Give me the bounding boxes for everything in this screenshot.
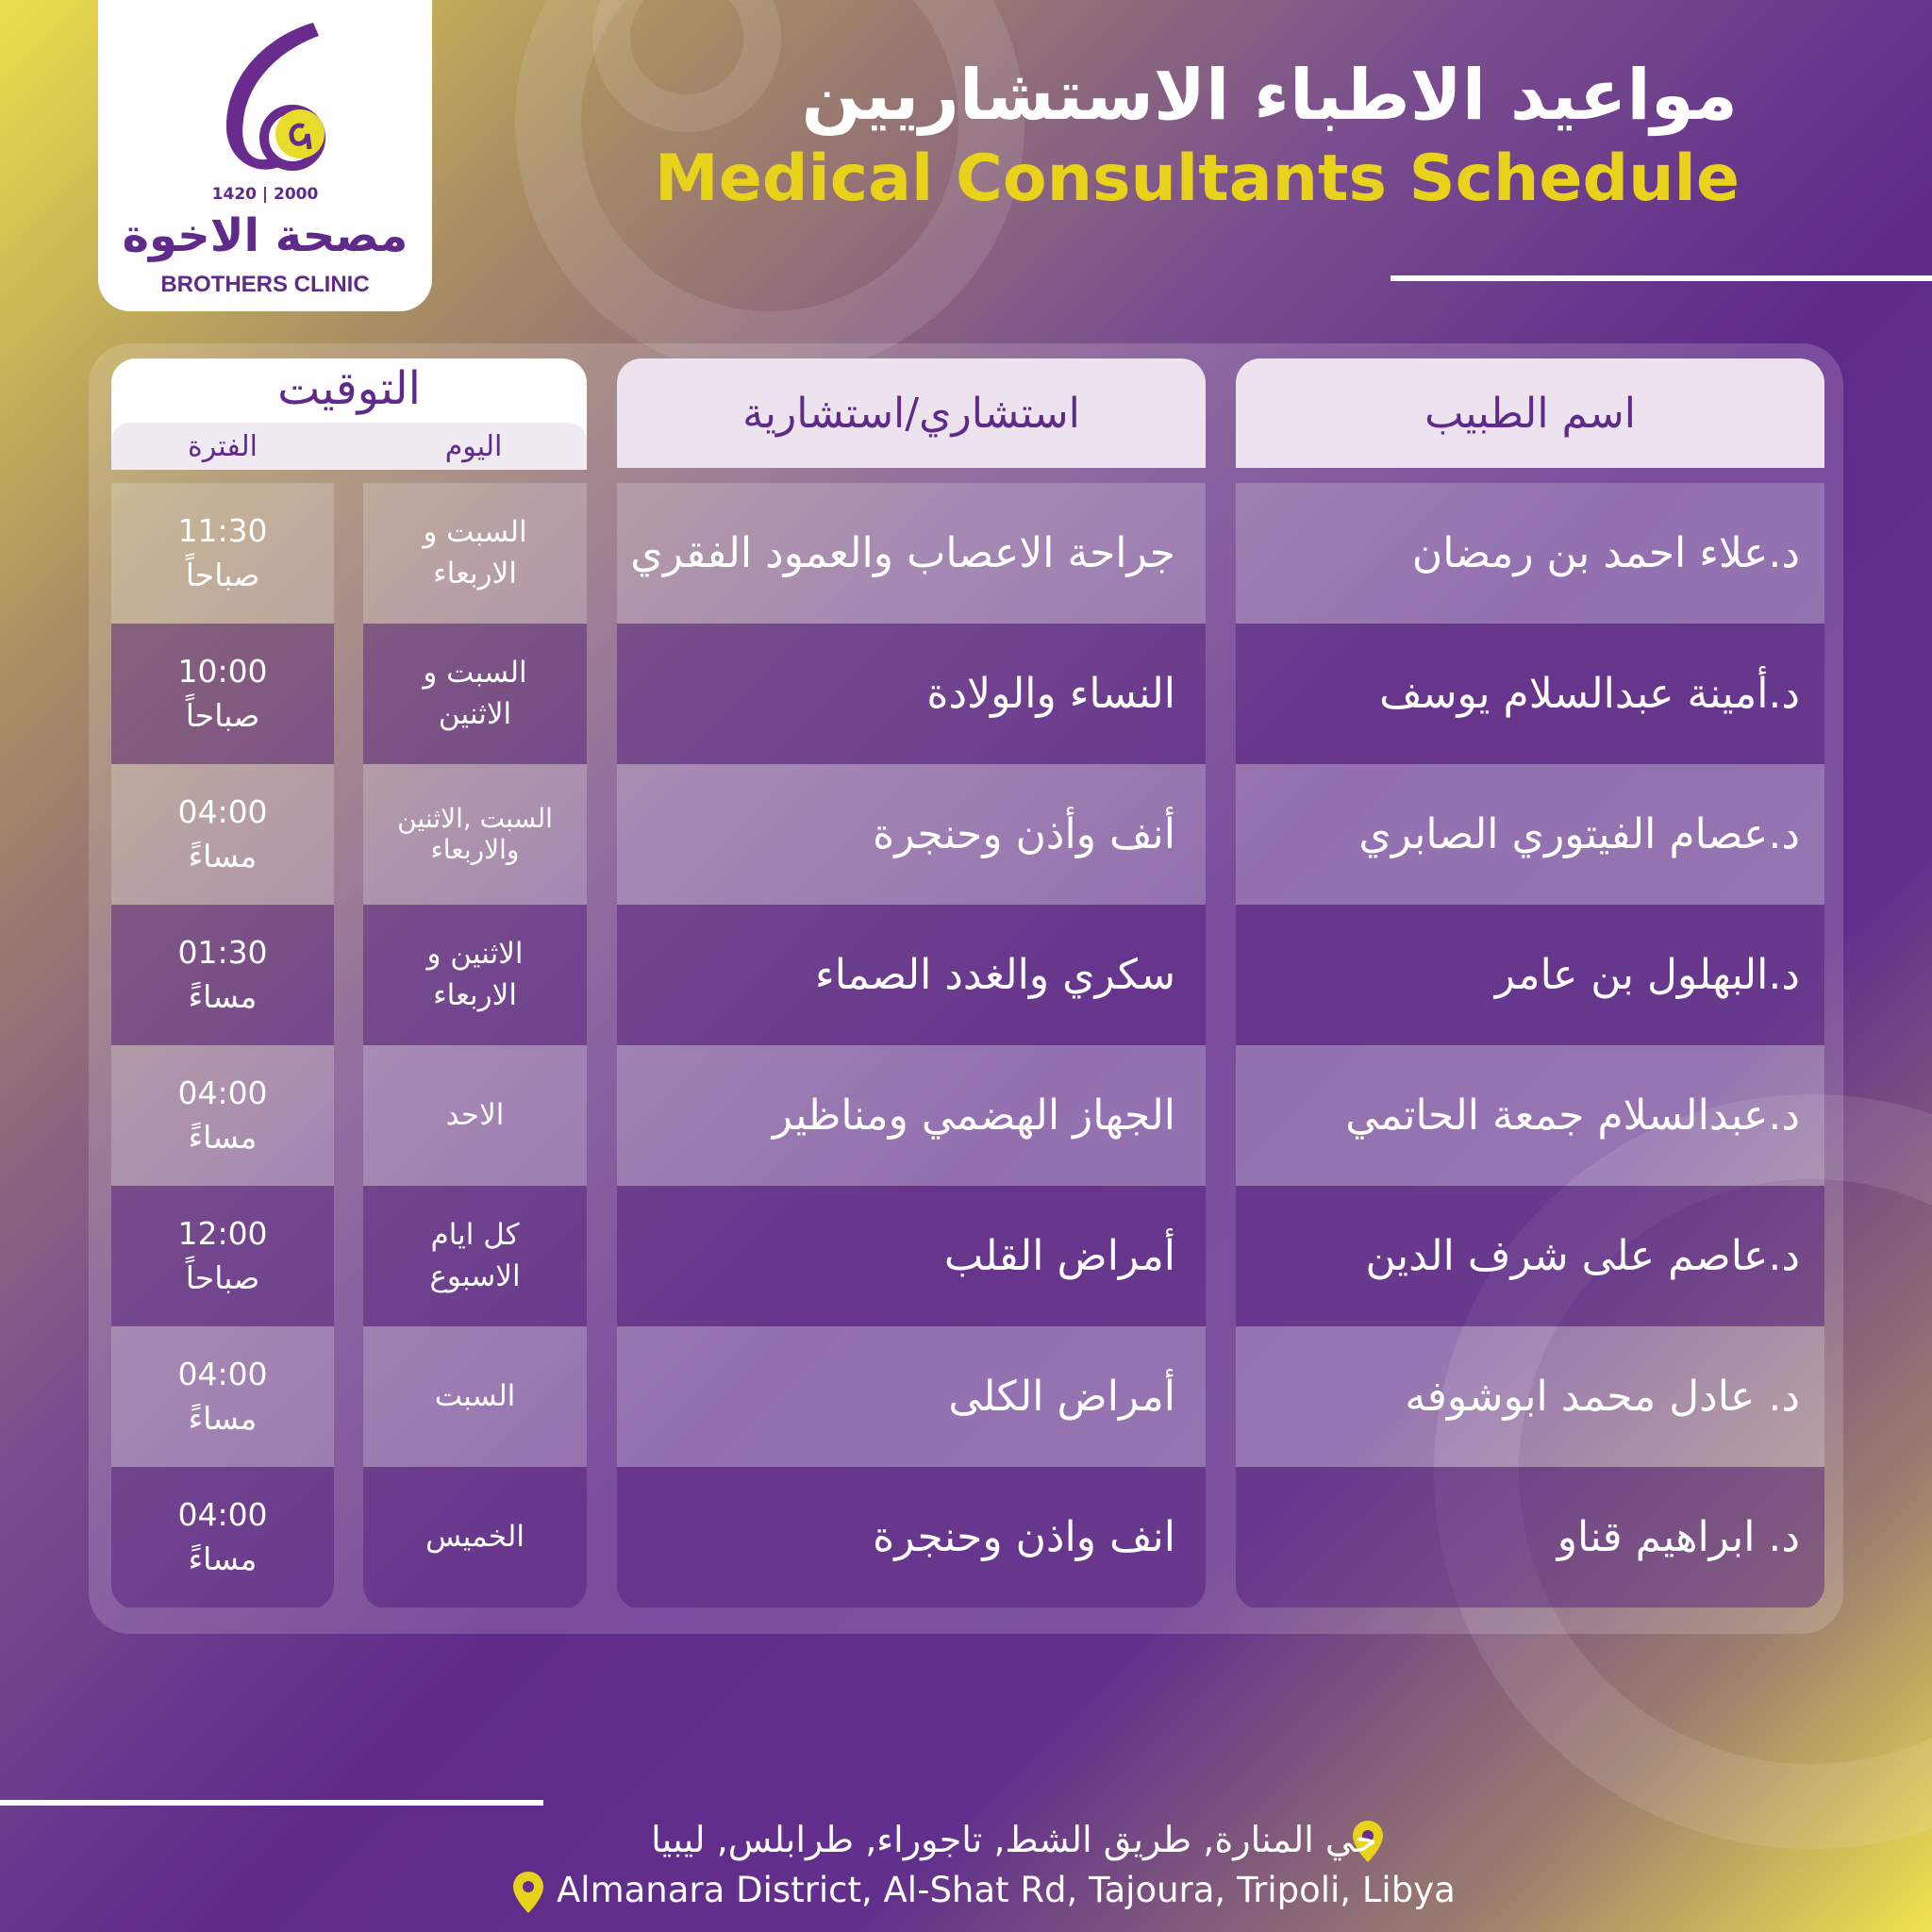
logo-name-english: BROTHERS CLINIC — [160, 272, 370, 297]
address-arabic: حي المنارة, طريق الشط, تاجوراء, طرابلس, ليبيا — [651, 1819, 1377, 1860]
doctor-cell: د.عصام الفيتوري الصابري — [1236, 764, 1824, 905]
specialty-column — [617, 358, 1206, 1609]
day-cell: كل ايام الاسبوع — [363, 1186, 587, 1326]
doctor-cell: د. عادل محمد ابوشوفه — [1236, 1326, 1824, 1467]
address-english: Almanara District, Al-Shat Rd, Tajoura, Tripoli, Libya — [557, 1870, 1456, 1910]
specialty-header: استشاري/استشارية — [617, 358, 1206, 468]
day-cell: الاحد — [363, 1045, 587, 1186]
footer-divider — [0, 1800, 543, 1806]
page-title-arabic: مواعيد الاطباء الاستشاريين — [801, 55, 1738, 136]
specialty-cell: أنف وأذن وحنجرة — [617, 764, 1206, 905]
doctor-cell: د. ابراهيم قناو — [1236, 1467, 1824, 1607]
day-cell: السبت و الاثنين — [363, 624, 587, 764]
specialty-cell: أمراض القلب — [617, 1186, 1206, 1326]
period-cell: 01:30 مساءً — [111, 905, 334, 1045]
doctor-cell: د.علاء احمد بن رمضان — [1236, 483, 1824, 624]
logo-card — [98, 0, 432, 311]
specialty-cell: أمراض الكلى — [617, 1326, 1206, 1467]
specialty-cell: انف واذن وحنجرة — [617, 1467, 1206, 1607]
day-cell: السبت — [363, 1326, 587, 1467]
period-subheader: الفترة — [188, 430, 258, 463]
day-subheader: اليوم — [444, 430, 503, 463]
specialty-cell: النساء والولادة — [617, 624, 1206, 764]
day-cell: الخميس — [363, 1467, 587, 1607]
specialty-cell: الجهاز الهضمي ومناظير — [617, 1045, 1206, 1186]
timing-header — [111, 358, 587, 470]
specialty-cell: جراحة الاعصاب والعمود الفقري — [617, 483, 1206, 624]
period-cell: 11:30 صباحاً — [111, 483, 334, 624]
day-cell: السبت ,الاثنين والاربعاء — [363, 764, 587, 905]
doctor-cell: د.عاصم على شرف الدين — [1236, 1186, 1824, 1326]
period-column — [111, 483, 334, 1609]
doctor-cell: د.البهلول بن عامر — [1236, 905, 1824, 1045]
day-cell: السبت و الاربعاء — [363, 483, 587, 624]
title-divider — [1391, 275, 1932, 281]
timing-title: التوقيت — [277, 362, 421, 415]
day-cell: الاثنين و الاربعاء — [363, 905, 587, 1045]
period-cell: 04:00 مساءً — [111, 1326, 334, 1467]
period-cell: 10:00 صباحاً — [111, 624, 334, 764]
period-cell: 12:00 صباحاً — [111, 1186, 334, 1326]
doctor-cell: د.عبدالسلام جمعة الحاتمي — [1236, 1045, 1824, 1186]
logo-name-arabic: مصحة الاخوة — [122, 209, 408, 262]
period-cell: 04:00 مساءً — [111, 764, 334, 905]
logo-years: 1420 | 2000 — [211, 185, 319, 204]
period-cell: 04:00 مساءً — [111, 1045, 334, 1186]
day-column — [363, 483, 587, 1609]
doctor-column — [1236, 358, 1824, 1609]
doctor-cell: د.أمينة عبدالسلام يوسف — [1236, 624, 1824, 764]
page-title-english: Medical Consultants Schedule — [655, 142, 1740, 216]
doctor-header: اسم الطبيب — [1236, 358, 1824, 468]
specialty-cell: سكري والغدد الصماء — [617, 905, 1206, 1045]
location-pin-icon — [511, 1870, 545, 1915]
period-cell: 04:00 مساءً — [111, 1467, 334, 1607]
clinic-logo-icon — [202, 17, 328, 182]
